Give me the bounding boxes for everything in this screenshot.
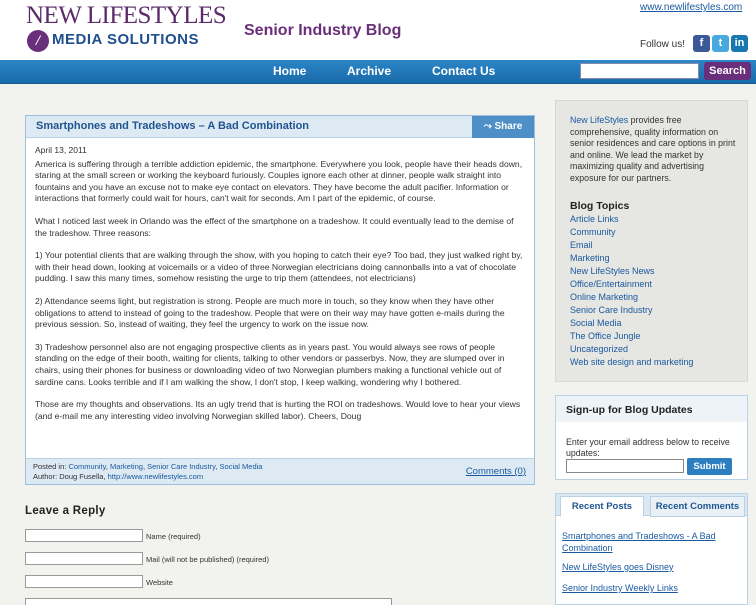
topic-link[interactable]: Web site design and marketing — [570, 357, 694, 367]
topic-link[interactable]: Senior Care Industry — [570, 305, 653, 315]
website-label: Website — [146, 578, 173, 587]
signup-box — [555, 395, 748, 480]
post-paragraph: 3) Tradeshow personnel also are not engaging prospective clients as in years past. You would always see rows of people standing on the edge of their booth, waiting for clients, talking to other vendors or passerbys. Now, they are slumped over in chairs, using their phones for business or downloading video of two Norwegian plumbers making a functional vehicle out of sardine cans. Looks terrible and if I am walking the show, I don't stop, I keep walking, wondering why I bothered. — [35, 341, 505, 387]
about-text — [570, 115, 738, 184]
submit-button[interactable]: Submit — [687, 458, 732, 475]
topic-link[interactable]: Online Marketing — [570, 292, 639, 302]
signup-email-input[interactable] — [566, 459, 684, 473]
recent-box — [555, 493, 748, 605]
comment-textarea[interactable] — [25, 598, 392, 605]
share-icon: ⤳ — [483, 121, 492, 132]
topic-link[interactable]: New LifeStyles News — [570, 266, 655, 276]
sidebar-about — [555, 100, 748, 382]
category-link[interactable]: Social Media — [219, 462, 263, 471]
mail-label: Mail (will not be published) (required) — [146, 555, 269, 564]
category-link[interactable]: Marketing — [110, 462, 143, 471]
nav-archive[interactable]: Archive — [347, 64, 392, 78]
post-date: April 13, 2011 — [35, 145, 87, 155]
recent-post-link[interactable]: New LifeStyles goes Disney — [562, 562, 674, 572]
topic-link[interactable]: Office/Entertainment — [570, 279, 652, 289]
mail-input[interactable] — [25, 552, 143, 565]
blog-topics-heading: Blog Topics — [570, 200, 630, 212]
recent-post-link[interactable]: Smartphones and Tradeshows - A Bad Combination — [562, 531, 716, 553]
name-label: Name (required) — [146, 532, 201, 541]
post-footer — [26, 458, 534, 484]
category-link[interactable]: Community — [68, 462, 106, 471]
posted-in-label: Posted in: — [33, 462, 67, 471]
tab-recent-posts[interactable]: Recent Posts — [560, 496, 644, 517]
facebook-icon[interactable]: f — [693, 35, 710, 52]
blog-post — [25, 115, 535, 485]
tab-recent-comments[interactable]: Recent Comments — [650, 496, 745, 517]
category-link[interactable]: Senior Care Industry — [147, 462, 216, 471]
post-paragraph: Those are my thoughts and observations. Its an ugly trend that is hurting the ROI on tradeshows. Would love to hear your views (and e-mail me any interesting video involving Norwegian skilled labor). Cheers, Doug — [35, 399, 521, 421]
nav-home[interactable]: Home — [273, 64, 307, 78]
recent-post-link[interactable]: Senior Industry Weekly Links — [562, 583, 678, 593]
topic-link[interactable]: Article Links — [570, 214, 619, 224]
logo-icon[interactable]: / — [27, 30, 49, 52]
logo-text-bottom[interactable]: MEDIA SOLUTIONS — [52, 31, 199, 48]
comments-link[interactable]: Comments (0) — [465, 466, 526, 477]
post-paragraph: America is suffering through a terrible addiction epidemic, the smartphone. Everywhere you look, people have their heads down, staring at the small screen or working the keyboard furiously. Couples ignore each other at dinner, people walk straight into fountains and you have an excuse not to make eye contact on elevators. They have become the adult pacifier. Information or interactions that formerly could wait for hours, can't wait for seconds. Am I part of the epidemic, of course. — [35, 158, 523, 204]
blog-title: Senior Industry Blog — [244, 22, 402, 39]
search-input[interactable] — [580, 63, 699, 79]
topic-link[interactable]: Email — [570, 240, 593, 250]
post-paragraph: 2) Attendance seems light, but registration is strong. People are much more in touch, so they know when they have other obligations to attend to instead of going to the tradeshow. People that were on their way may have gotten e-mails during the previous session. So, instead of waiting, they feel the urgency to work on the issue now. — [35, 295, 505, 330]
leave-reply-heading: Leave a Reply — [25, 505, 106, 517]
nav-contact-us[interactable]: Contact Us — [432, 64, 496, 78]
signup-instructions: Enter your email address below to receive updates: — [566, 437, 730, 458]
post-paragraph: What I noticed last week in Orlando was the effect of the smartphone on a tradeshow. It could eventually lead to the demise of the tradeshow. Three reasons: — [35, 215, 514, 238]
linkedin-icon[interactable]: in — [731, 35, 748, 52]
post-paragraph: 1) Your potential clients that are walking through the show, with you hoping to catch their eye? Too bad, they just walked right by, with their head down, looking at voicemails or a video of three Norwegian electricians doing cannonballs into a vat of chocolate pudding. I saw this many times, somehow resisting the urge to trip them (attendees, not electricians) — [35, 250, 523, 284]
name-input[interactable] — [25, 529, 143, 542]
twitter-icon[interactable]: t — [712, 35, 729, 52]
logo-text-top[interactable]: NEW LIFESTYLES — [26, 2, 227, 29]
website-input[interactable] — [25, 575, 143, 588]
signup-heading: Sign-up for Blog Updates — [566, 404, 693, 416]
post-author — [33, 472, 527, 482]
about-description: provides free comprehensive, quality information on senior residences and care options in print and online. We lead the market by maximizing quality and advertising exposure for our partners. — [570, 115, 736, 183]
search-button[interactable]: Search — [704, 62, 751, 80]
post-header — [26, 116, 534, 138]
topic-link[interactable]: The Office Jungle — [570, 331, 641, 341]
topic-link[interactable]: Social Media — [570, 318, 622, 328]
share-label: Share — [494, 121, 523, 132]
post-body — [26, 138, 534, 422]
topic-link[interactable]: Marketing — [570, 253, 610, 263]
about-link[interactable]: New LifeStyles — [570, 115, 629, 125]
site-header — [0, 0, 756, 60]
post-title[interactable]: Smartphones and Tradeshows – A Bad Combination — [36, 120, 310, 132]
post-categories: Posted in: Community, Marketing, Senior Care Industry, Social Media — [33, 462, 263, 471]
author-link[interactable]: http://www.newlifestyles.com — [107, 472, 204, 481]
topic-link[interactable]: Community — [570, 227, 616, 237]
site-link[interactable]: www.newlifestyles.com — [640, 2, 743, 13]
topic-link[interactable]: Uncategorized — [570, 344, 629, 354]
follow-us-label: Follow us! — [640, 39, 686, 50]
share-button[interactable] — [472, 116, 534, 138]
author-label: Author: Doug Fusella, — [33, 472, 106, 481]
